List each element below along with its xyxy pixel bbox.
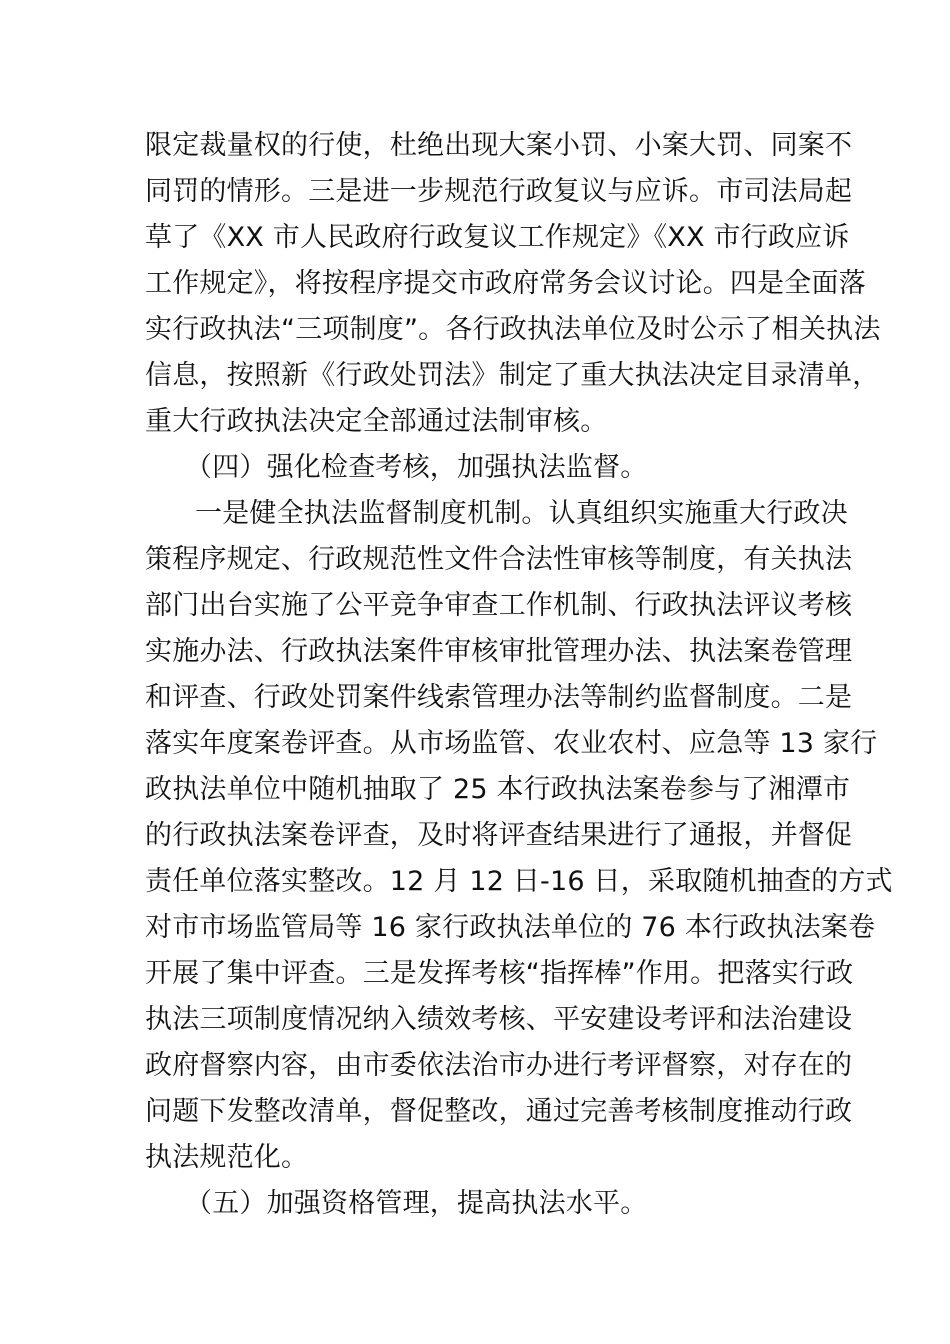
body-text-line: 责任单位落实整改。12 月 12 日-16 日，采取随机抽查的方式	[145, 866, 893, 897]
body-text-line: 问题下发整改清单，督促整改，通过完善考核制度推动行政	[145, 1096, 853, 1127]
body-text-line: 工作规定》，将按程序提交市政府常务会议讨论。四是全面落	[145, 268, 866, 299]
body-text-line: 和评查、行政处罚案件线索管理办法等制约监督制度。二是	[145, 682, 853, 713]
body-text-line: 信息，按照新《行政处罚法》制定了重大执法决定目录清单，	[145, 360, 880, 391]
section-heading: （四）强化检查考核，加强执法监督。	[185, 452, 648, 483]
body-text-line: 落实年度案卷评查。从市场监管、农业农村、应急等 13 家行	[145, 728, 878, 759]
body-text-line: 执法三项制度情况纳入绩效考核、平安建设考评和法治建设	[145, 1004, 853, 1035]
body-text-line: 政执法单位中随机抽取了 25 本行政执法案卷参与了湘潭市	[145, 774, 851, 805]
body-text-line: 开展了集中评查。三是发挥考核“指挥棒”作用。把落实行政	[145, 958, 854, 989]
body-text-line: 部门出台实施了公平竞争审查工作机制、行政执法评议考核	[145, 590, 853, 621]
body-text-line: 的行政执法案卷评查，及时将评查结果进行了通报，并督促	[145, 820, 853, 851]
body-text-line: 实行政执法“三项制度”。各行政执法单位及时公示了相关执法	[145, 314, 881, 345]
body-text-line: 一是健全执法监督制度机制。认真组织实施重大行政决	[195, 498, 848, 529]
body-text-line: 对市市场监管局等 16 家行政执法单位的 76 本行政执法案卷	[145, 912, 876, 943]
body-text-line: 执法规范化。	[145, 1142, 309, 1173]
section-heading: （五）加强资格管理，提高执法水平。	[185, 1188, 648, 1219]
body-text-line: 草了《XX 市人民政府行政复议工作规定》《XX 市行政应诉	[145, 222, 850, 253]
body-text-line: 策程序规定、行政规范性文件合法性审核等制度，有关执法	[145, 544, 853, 575]
body-text-line: 政府督察内容，由市委依法治市办进行考评督察，对存在的	[145, 1050, 853, 1081]
body-text-line: 同罚的情形。三是进一步规范行政复议与应诉。市司法局起	[145, 176, 853, 207]
body-text-line: 实施办法、行政执法案件审核审批管理办法、执法案卷管理	[145, 636, 853, 667]
body-text-line: 重大行政执法决定全部通过法制审核。	[145, 406, 608, 437]
body-text-line: 限定裁量权的行使，杜绝出现大案小罚、小案大罚、同案不	[145, 130, 853, 161]
